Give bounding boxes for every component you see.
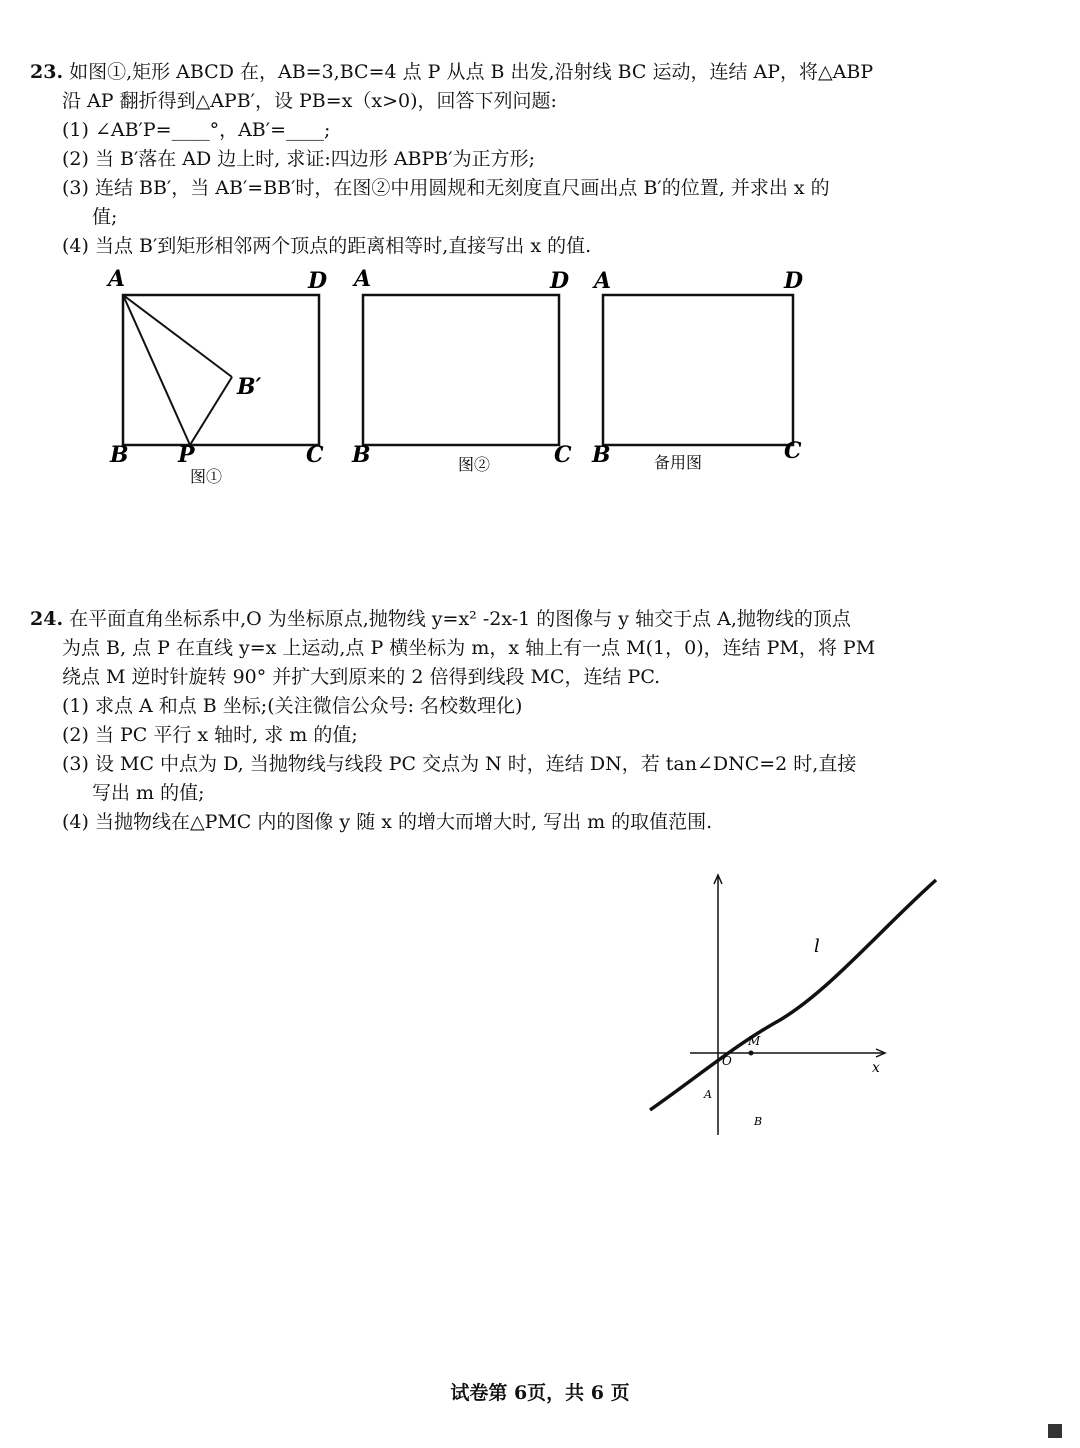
q23-line2: 沿 AP 翻折得到△APB′，设 PB=x（x>0)，回答下列问题: [62,90,557,112]
q24-line1: 24. 在平面直角坐标系中,O 为坐标原点,抛物线 y=x² -2x-1 的图像与 y 轴交于点 A,抛物线的顶点 [30,608,851,630]
fig1-segment-ab1 [123,295,232,377]
figure-1 [106,266,327,486]
q24-number: 24. [30,608,64,630]
label-m: M [748,1034,761,1048]
label-x: x [872,1060,880,1076]
fig1-label-b-prime: B′ [237,374,262,400]
fig1-label-c: C [306,442,324,468]
fig3-label-a: A [594,268,612,294]
fig1-label-b: B [110,442,129,468]
fig2-label-c: C [554,442,572,468]
question-23 [30,58,1040,261]
fig1-label-d: D [308,268,328,294]
fig1-caption: 图① [190,467,223,486]
fig3-caption: 备用图 [654,453,703,472]
label-b: B [754,1115,763,1128]
q23-line1: 23. 如图①,矩形 ABCD 在，AB=3,BC=4 点 P 从点 B 出发,沿射线 BC 运动，连结 AP，将△ABP [30,61,874,83]
label-line: l [814,936,820,957]
fig2-label-a: A [354,266,372,292]
fig2-label-d: D [550,268,570,294]
fig3-label-c: C [784,438,802,464]
q24-line3: 绕点 M 逆时针旋转 90° 并扩大到原来的 2 倍得到线段 MC，连结 PC. [62,666,661,688]
q24-sub4: (4) 当抛物线在△PMC 内的图像 y 随 x 的增大而增大时, 写出 m 的取值范围. [62,811,713,833]
point-m [749,1051,754,1056]
q24-line2: 为点 B, 点 P 在直线 y=x 上运动,点 P 横坐标为 m，x 轴上有一点 M(1，0)，连结 PM，将 PM [62,637,876,659]
q24-sub3b: 写出 m 的值; [92,782,205,804]
fig1-segment-ap [123,295,190,445]
fig2-caption: 图② [458,455,491,474]
q23-figures [0,260,1080,500]
fig1-label-a: A [108,266,126,292]
fig1-label-p: P [178,442,195,468]
question-24 [30,605,1040,837]
q23-sub1: (1) ∠AB′P=____°，AB′=____; [62,119,331,141]
figure-2 [351,266,572,474]
fig3-rectangle [603,295,793,445]
q23-sub3a: (3) 连结 BB′，当 AB′=BB′时，在图②中用圆规和无刻度直尺画出点 B′的位置, 并求出 x 的 [62,177,830,199]
q24-graph [640,870,950,1140]
page-footer: 试卷第 6页，共 6 页 [450,1382,630,1404]
q24-sub2: (2) 当 PC 平行 x 轴时, 求 m 的值; [62,724,358,746]
q23-sub3b: 值; [92,206,118,228]
fig3-label-d: D [784,268,804,294]
q23-number: 23. [30,61,64,83]
figure-3 [591,268,803,472]
q24-sub1: (1) 求点 A 和点 B 坐标;(关注微信公众号: 名校数理化) [62,695,523,717]
label-a: A [704,1088,712,1101]
line-y-equals-x [650,880,936,1110]
q24-sub3a: (3) 设 MC 中点为 D, 当抛物线与线段 PC 交点为 N 时，连结 DN，若 tan∠DNC=2 时,直接 [62,753,857,775]
fig3-label-b: B [592,442,611,468]
qr-code-icon [1048,1424,1062,1438]
fig1-segment-pb1 [190,377,232,445]
label-o: O [722,1054,732,1068]
q23-sub2: (2) 当 B′落在 AD 边上时, 求证:四边形 ABPB′为正方形; [62,148,535,170]
fig2-rectangle [363,295,559,445]
q23-sub4: (4) 当点 B′到矩形相邻两个顶点的距离相等时,直接写出 x 的值. [62,235,592,257]
fig2-label-b: B [352,442,371,468]
